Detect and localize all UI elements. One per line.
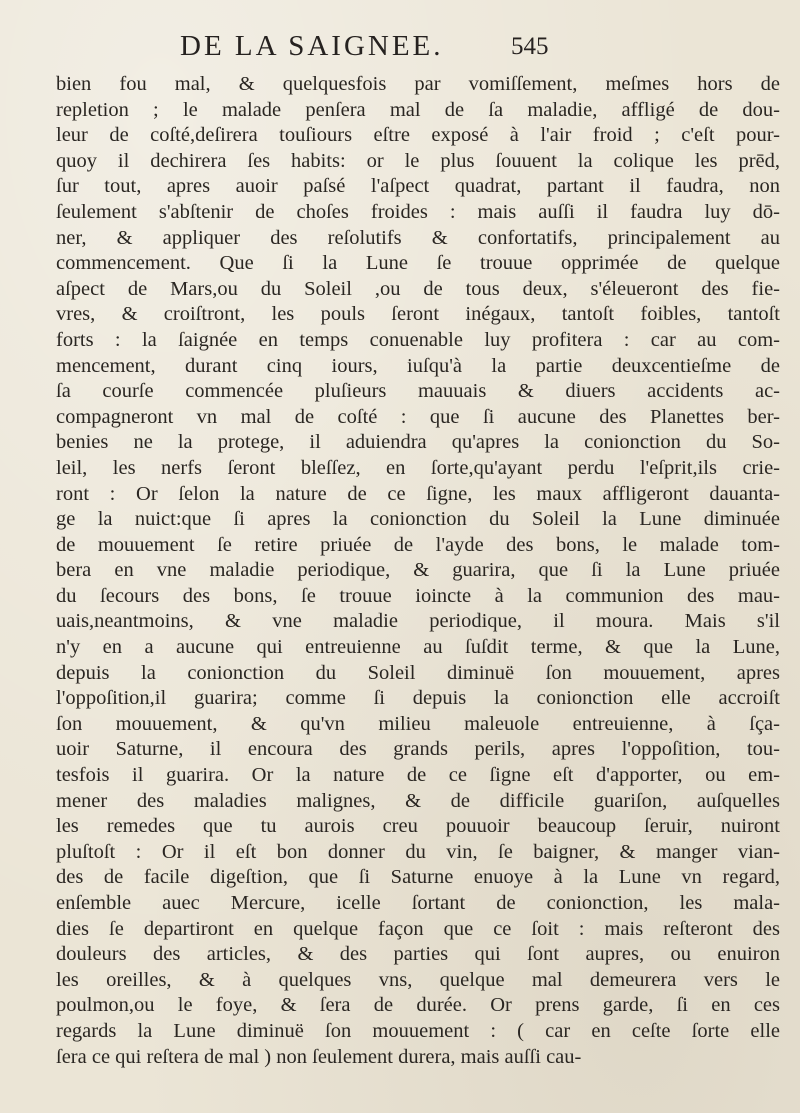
text-line: bera en vne maladie periodique, & guarira, que ſi la Lune priuée	[56, 559, 780, 582]
page-number: 545	[511, 33, 549, 60]
text-line: compagneront vn mal de coſté : que ſi aucune des Planettes ber-	[56, 405, 780, 428]
text-line: repletion ; le malade penſera mal de ſa maladie, affligé de dou-	[56, 98, 780, 121]
text-line: pluſtoſt : Or il eſt bon donner du vin, ſe baigner, & manger vian-	[56, 840, 780, 863]
text-line: forts : la ſaignée en temps conuenable luy profitera : car au com-	[56, 328, 780, 351]
text-line: poulmon,ou le foye, & ſera de durée. Or prens garde, ſi en ces	[56, 994, 780, 1017]
text-line: benies ne la protege, il aduiendra qu'apres la conionction du So-	[56, 431, 780, 454]
text-line: douleurs des articles, & des parties qui ſont aupres, ou enuiron	[56, 943, 780, 966]
text-line: leil, les nerfs ſeront bleſſez, en ſorte,qu'ayant perdu l'eſprit,ils crie-	[56, 456, 780, 479]
text-line: quoy il dechirera ſes habits: or le plus ſouuent la colique les prēd,	[56, 149, 780, 172]
text-line: des de facile digeſtion, que ſi Saturne enuoye à la Lune vn regard,	[56, 866, 780, 889]
text-line: leur de coſté,deſirera touſiours eſtre exposé à l'air froid ; c'eſt pour-	[56, 124, 780, 147]
text-line: n'y en a aucune qui entreuienne au ſuſdit terme, & que la Lune,	[56, 636, 780, 659]
text-line: les remedes que tu aurois creu pouuoir beaucoup ſeruir, nuiront	[56, 815, 780, 838]
text-line: depuis la conionction du Soleil diminuë ſon mouuement, apres	[56, 661, 780, 684]
text-line: aſpect de Mars,ou du Soleil ,ou de tous deux, s'éleueront des fie-	[56, 277, 780, 300]
text-line: de mouuement ſe retire priuée de l'ayde des bons, le malade tom-	[56, 533, 780, 556]
text-line: mencement, durant cinq iours, iuſqu'à la partie deuxcentieſme de	[56, 354, 780, 377]
text-line: l'oppoſition,il guarira; comme ſi depuis la conionction elle accroiſt	[56, 687, 780, 710]
text-line: uais,neantmoins, & vne maladie periodique, il moura. Mais s'il	[56, 610, 780, 633]
text-line: ge la nuict:que ſi apres la conionction du Soleil la Lune diminuée	[56, 508, 780, 531]
running-title: DE LA SAIGNEE.	[180, 30, 444, 62]
text-line: mener des maladies malignes, & de difficile guariſon, auſquelles	[56, 789, 780, 812]
text-line: regards la Lune diminuë ſon mouuement : ( car en ceſte ſorte elle	[56, 1019, 780, 1042]
text-line: vres, & croiſtront, les pouls ſeront inégaux, tantoſt foibles, tantoſt	[56, 303, 780, 326]
text-line: commencement. Que ſi la Lune ſe trouue opprimée de quelque	[56, 252, 780, 275]
text-line: bien fou mal, & quelquesfois par vomiſſement, meſmes hors de	[56, 73, 780, 95]
text-line: ner, & appliquer des reſolutifs & confortatifs, principalement au	[56, 226, 780, 249]
text-line: ſon mouuement, & qu'vn milieu maleuole entreuienne, à ſça-	[56, 712, 780, 735]
text-line: du ſecours des bons, ſe trouue ioincte à la communion des mau-	[56, 584, 780, 607]
text-line: tesfois il guarira. Or la nature de ce ſigne eſt d'apporter, ou em-	[56, 764, 780, 787]
text-line: les oreilles, & à quelques vns, quelque mal demeurera vers le	[56, 968, 780, 991]
page-header	[0, 30, 800, 70]
text-line: enſemble auec Mercure, icelle ſortant de conionction, les mala-	[56, 892, 780, 914]
text-line: dies ſe departiront en quelque façon que ce ſoit : mais reſteront des	[56, 917, 780, 940]
text-line: ront : Or ſelon la nature de ce ſigne, les maux affligeront dauanta-	[56, 482, 780, 505]
text-line: ſur tout, apres auoir paſsé l'aſpect quadrat, partant il faudra, non	[56, 175, 780, 198]
text-line: uoir Saturne, il encoura des grands perils, apres l'oppoſition, tou-	[56, 738, 780, 761]
text-line: ſera ce qui reſtera de mal ) non ſeulement durera, mais auſſi cau-	[56, 1045, 582, 1068]
text-line: ſeulement s'abſtenir de choſes froides : mais auſſi il faudra luy dō-	[56, 200, 780, 223]
text-line: ſa courſe commencée pluſieurs mauuais & diuers accidents ac-	[56, 380, 780, 403]
body-text	[56, 72, 780, 1070]
